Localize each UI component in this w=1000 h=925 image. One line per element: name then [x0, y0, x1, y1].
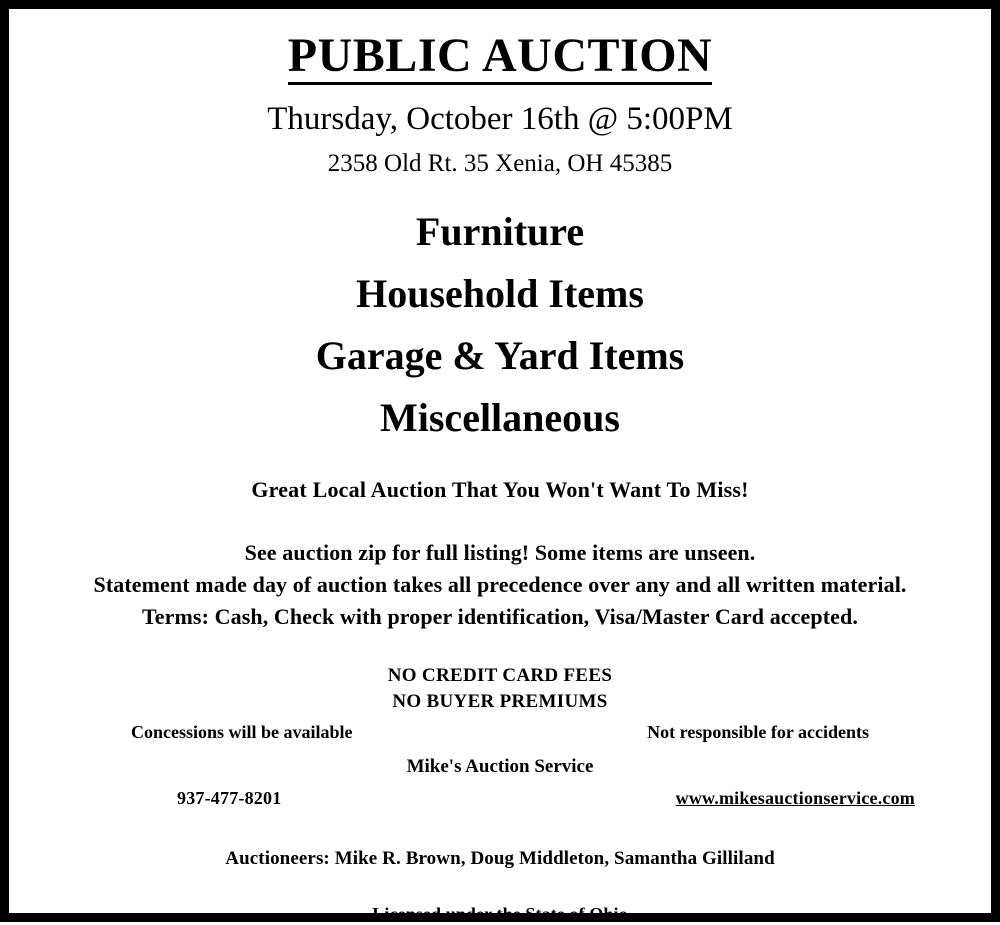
license-line: Licensed under the State of Ohio	[372, 904, 628, 925]
concessions-note: Concessions will be available	[131, 722, 353, 743]
auctioneers-line: Auctioneers: Mike R. Brown, Doug Middleton, Samantha Gilliland	[225, 848, 775, 870]
title-wrap	[31, 23, 969, 85]
note-listing: See auction zip for full listing! Some items are unseen.	[244, 540, 756, 566]
category-item: Garage & Yard Items	[315, 333, 685, 379]
note-precedence: Statement made day of auction takes all precedence over any and all written material.	[93, 572, 907, 598]
company-name: Mike's Auction Service	[406, 756, 594, 778]
tagline: Great Local Auction That You Won't Want To Miss!	[251, 477, 749, 503]
notes-block	[31, 537, 969, 633]
no-buyer-premiums: NO BUYER PREMIUMS	[392, 690, 608, 712]
category-list	[31, 201, 969, 449]
website-link[interactable]: www.mikesauctionservice.com	[675, 788, 915, 809]
contact-row	[31, 788, 969, 816]
fees-block	[31, 663, 969, 714]
responsibility-note: Not responsible for accidents	[647, 722, 869, 743]
auction-address: 2358 Old Rt. 35 Xenia, OH 45385	[327, 149, 673, 177]
category-item: Household Items	[356, 271, 644, 317]
no-credit-card-fees: NO CREDIT CARD FEES	[387, 664, 613, 686]
auction-date: Thursday, October 16th @ 5:00PM	[267, 101, 733, 138]
category-item: Furniture	[415, 209, 585, 255]
flyer-content	[9, 9, 991, 925]
concessions-row	[31, 722, 969, 748]
category-item: Miscellaneous	[380, 395, 620, 441]
page-title: PUBLIC AUCTION	[288, 31, 712, 85]
note-terms: Terms: Cash, Check with proper identification, Visa/Master Card accepted.	[142, 603, 858, 629]
phone-number[interactable]: 937-477-8201	[177, 788, 282, 809]
